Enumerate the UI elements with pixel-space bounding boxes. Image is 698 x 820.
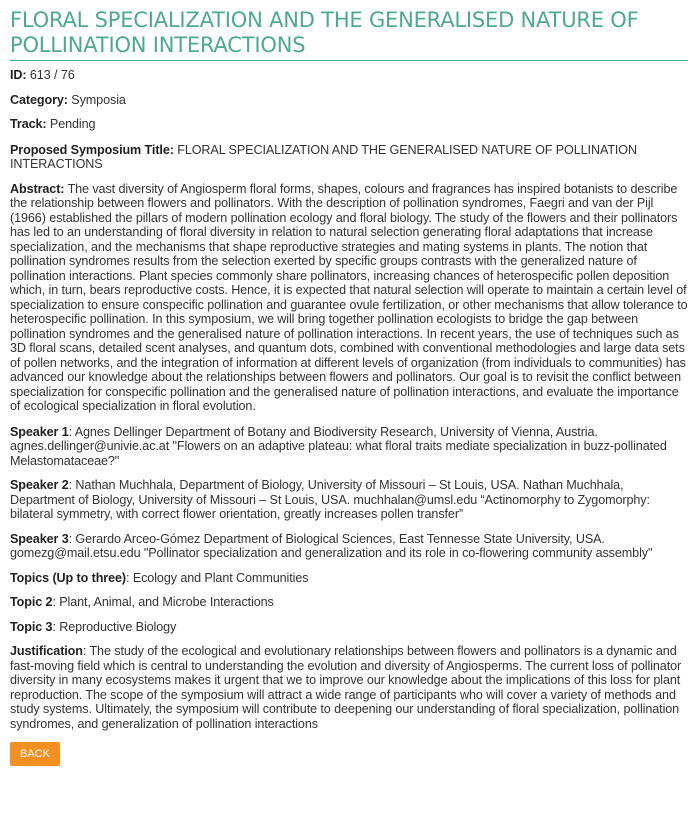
- field-id: [10, 68, 688, 83]
- field-speaker-3-value: : Gerardo Arceo-Gómez Department of Biological Sciences, East Tennesse State University, USA. gomezg@mail.etsu.edu "Pollinator specialization and generalization and its role in co-flowering community assembly": [10, 531, 653, 560]
- field-category: [10, 93, 688, 108]
- field-topics-label: Topics (Up to three): [10, 570, 127, 585]
- field-speaker-1-label: Speaker 1: [10, 424, 69, 439]
- field-speaker-3: [10, 532, 688, 561]
- field-topic-3-value: : Reproductive Biology: [52, 619, 177, 634]
- field-justification-label: Justification: [10, 644, 83, 658]
- field-track: [10, 117, 688, 132]
- field-track-label: Track:: [10, 117, 47, 131]
- field-topic-2-label: Topic 2: [10, 595, 53, 609]
- field-topic-3: [10, 620, 688, 635]
- field-abstract-label: Abstract:: [10, 181, 65, 196]
- field-speaker-2: [10, 478, 688, 522]
- field-proposed-title: [10, 143, 688, 172]
- field-proposed-title-label: Proposed Symposium Title:: [10, 142, 174, 157]
- field-justification: [10, 644, 688, 731]
- field-topic-3-label: Topic 3: [10, 619, 53, 634]
- field-speaker-3-label: Speaker 3: [10, 531, 69, 546]
- field-speaker-1-value: : Agnes Dellinger Department of Botany and Biodiversity Research, University of Vienna, Austria. agnes.dellinger@univie.ac.at "Flowers on an adaptive plateau: what floral traits mediate specialization in buzz-pollinated Melastomataceae?": [10, 424, 667, 468]
- field-topic-2-value: : Plant, Animal, and Microbe Interactions: [52, 595, 274, 609]
- field-topics: [10, 571, 688, 586]
- field-id-value: 613 / 76: [29, 68, 75, 82]
- field-topics-value: : Ecology and Plant Communities: [126, 570, 309, 585]
- field-abstract: [10, 182, 688, 414]
- field-abstract-value: The vast diversity of Angiosperm floral forms, shapes, colours and fragrances has inspired botanists to describe the relationship between flowers and pollinators. With the description of pollination syndromes, Faegri and van der Pijl (1966) established the pillars of modern pollination ecology and floral biology. The study of the flowers and their pollinators has led to an understanding of floral diversity in relation to natural selection generating floral adaptations that increase specialization, and the mechanisms that shape reproductive strategies and mating systems in plants. The notion that pollination syndromes results from the selection exerted by specific groups contrasts with the generalized nature of pollination interactions. Plant species commonly share pollinators, increasing chances of heterospecific pollen deposition which, in turn, bears reproductive costs. Hence, it is expected that natural selection will operate to maintain a certain level of specialization to ensure conspecific pollination and guarantee ovule fertilization, or other mechanisms that allow tolerance to heterospecific pollination. In this symposium, we will bring together pollination ecologists to bridge the gap between pollination syndromes and the generalised nature of pollination interactions. In recent years, the use of techniques such as 3D floral scans, detailed scent analyses, and quantum dots, combined with conventional methodologies and large data sets of pollen networks, and the integration of information at different levels of organization (from individuals to communities) has advanced our knowledge about the relationships between flowers and pollinators. Our goal is to revisit the conflict between specialization for conspecific pollination and the generalised nature of pollination interactions, and evaluate the importance of ecological specialization in floral evolution.: [10, 181, 688, 413]
- field-track-value: Pending: [49, 117, 96, 131]
- field-topic-2: [10, 595, 688, 610]
- field-justification-value: : The study of the ecological and evolutionary relationships between flowers and pollinators is a dynamic and fast-moving field which is central to understanding the evolution and diversity of Angiosperms. The current loss of pollinator diversity in many ecosystems makes it urgent that we to improve our knowledge about the implications of this loss for plant reproduction. The scope of the symposium will attract a wide range of participants who will cover a variety of methods and study systems. Ultimately, the symposium will contribute to deepening our understanding of floral specialization, pollination syndromes, and generalization of pollination interactions: [10, 644, 682, 731]
- field-speaker-2-value: : Nathan Muchhala, Department of Biology, University of Missouri – St Louis, USA. Nathan Muchhala, Department of Biology, University of Missouri – St Louis, USA. muchhalan@umsl.edu “Actinomorphy to Zygomorphy: bilateral symmetry, with correct flower orientation, greatly increases pollen transfer”: [10, 478, 650, 521]
- field-category-value: Symposia: [71, 92, 126, 107]
- field-proposed-title-value: FLORAL SPECIALIZATION AND THE GENERALISED NATURE OF POLLINATION INTERACTIONS: [10, 142, 638, 171]
- field-speaker-1: [10, 425, 688, 469]
- field-category-label: Category:: [10, 92, 68, 107]
- page-title: FLORAL SPECIALIZATION AND THE GENERALISED NATURE OF POLLINATION INTERACTIONS: [10, 8, 688, 61]
- field-speaker-2-label: Speaker 2: [10, 478, 69, 492]
- field-id-label: ID:: [10, 68, 27, 82]
- back-button[interactable]: BACK: [10, 742, 60, 766]
